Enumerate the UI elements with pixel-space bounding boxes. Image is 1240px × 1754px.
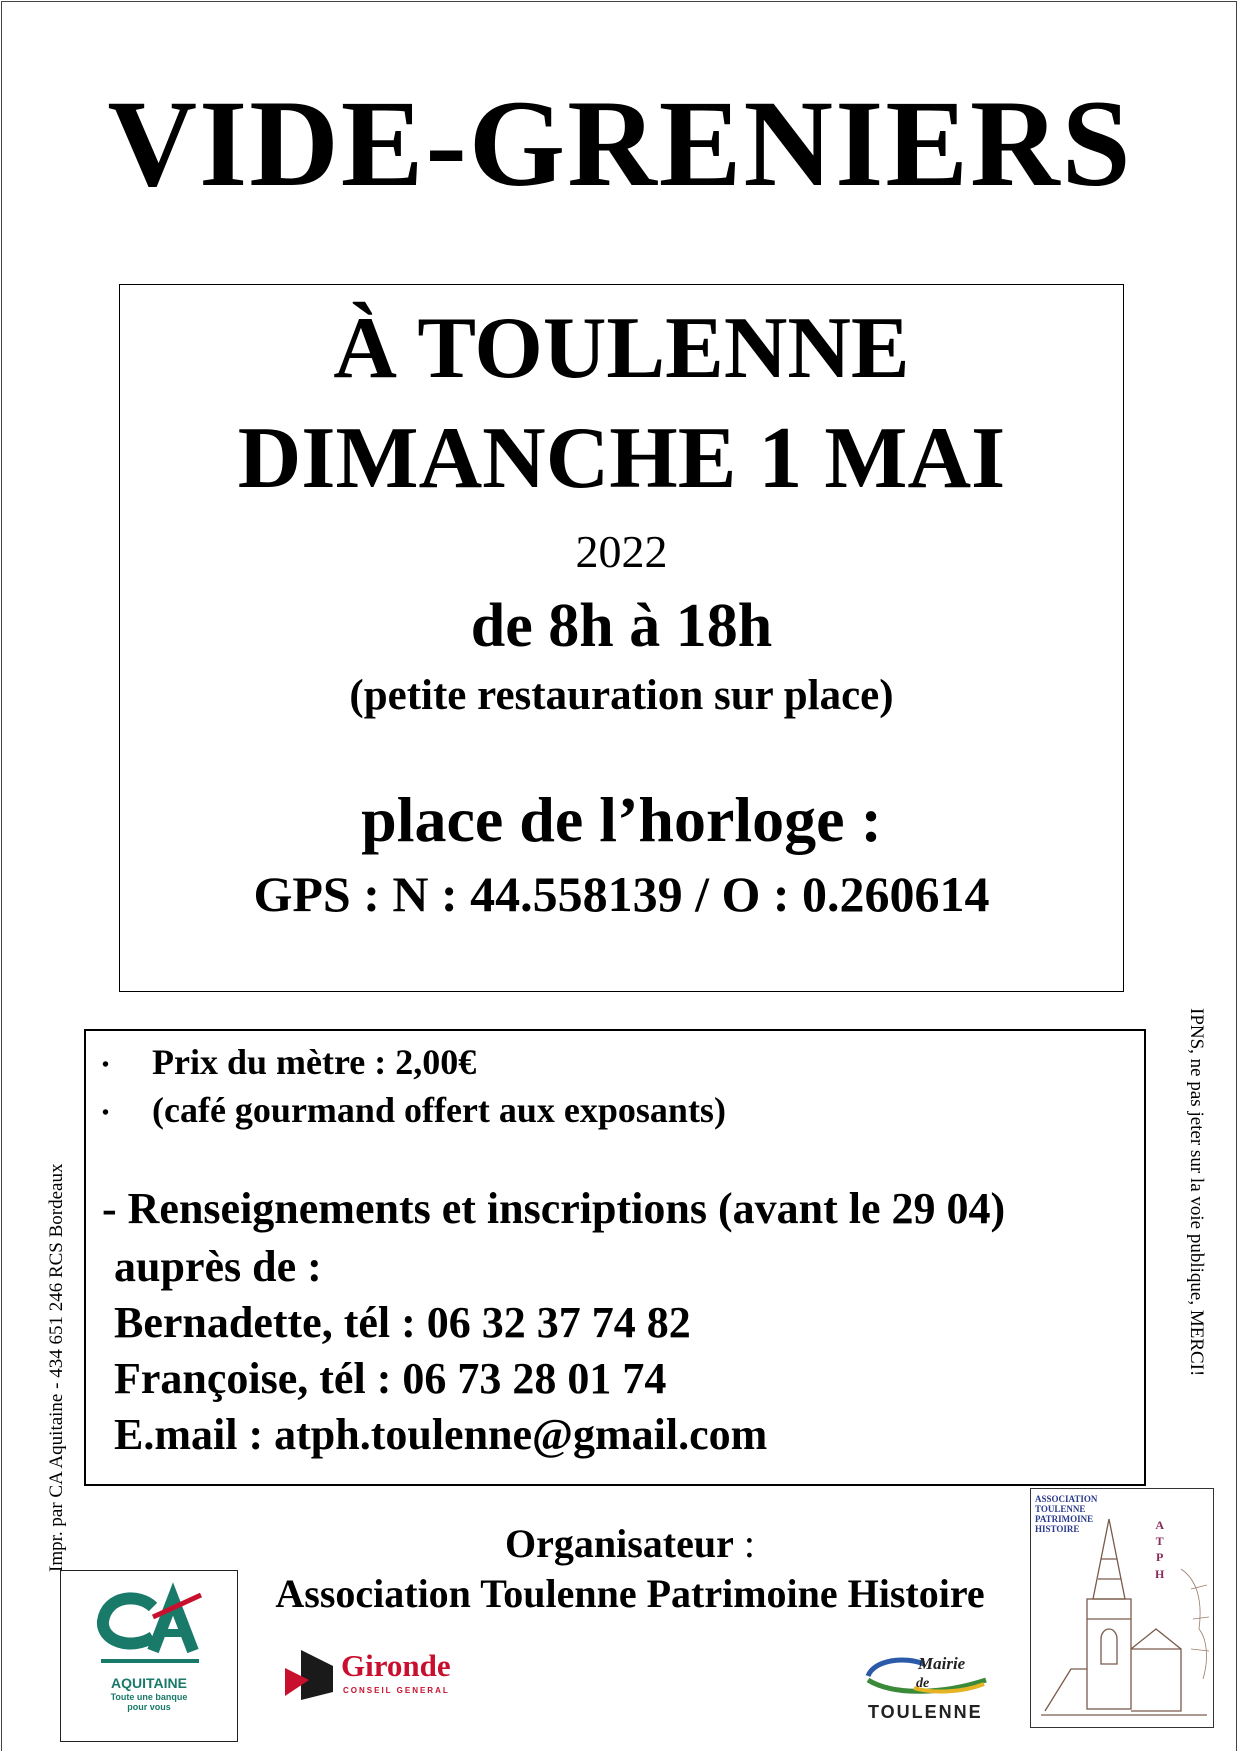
- atph-assoc-line: ASSOCIATION: [1035, 1494, 1098, 1504]
- ca-tagline-1: Toute une banque: [110, 1692, 188, 1702]
- atph-letter: P: [1156, 1550, 1164, 1565]
- contact-francoise: Françoise, tél : 06 73 28 01 74: [114, 1354, 667, 1403]
- event-location: À TOULENNE: [333, 300, 910, 397]
- gironde-logo: [283, 1646, 463, 1706]
- organizer-label: Organisateur: [505, 1521, 734, 1566]
- atph-logo: [1030, 1488, 1214, 1728]
- event-year: 2022: [575, 526, 668, 577]
- atph-assoc-line: TOULENNE: [1035, 1503, 1086, 1514]
- ca-aquitaine-logo: [60, 1570, 238, 1742]
- organizer-label-line: [250, 1520, 1010, 1567]
- gironde-subtitle: CONSEIL GENERAL: [343, 1686, 450, 1695]
- atph-letter: A: [1155, 1518, 1164, 1532]
- gps-coordinates: GPS : N : 44.558139 / O : 0.260614: [253, 866, 990, 922]
- event-details-box: [119, 284, 1124, 992]
- bullet-icon: •: [102, 1102, 110, 1125]
- atph-assoc-line: PATRIMOINE: [1035, 1513, 1094, 1524]
- ipns-notice: IPNS, ne pas jeter sur la voie publique, MERCI!: [1186, 1008, 1207, 1377]
- ca-logo-icon: [61, 1571, 239, 1675]
- organizer-name: Association Toulenne Patrimoine Histoire: [275, 1571, 985, 1616]
- organizer-colon: :: [733, 1521, 755, 1566]
- gironde-logo-icon: [283, 1646, 339, 1702]
- mairie-de: de: [916, 1676, 930, 1691]
- contact-aupres: auprès de :: [114, 1242, 322, 1291]
- bullet-item-coffee: [102, 1089, 726, 1131]
- atph-assoc-line: HISTOIRE: [1035, 1523, 1080, 1534]
- coffee-text: (café gourmand offert aux exposants): [152, 1090, 726, 1130]
- info-box: [84, 1029, 1146, 1486]
- ca-tagline-2: pour vous: [127, 1701, 171, 1712]
- event-place: place de l’horloge :: [361, 784, 882, 855]
- mairie-word: Mairie: [918, 1654, 966, 1673]
- mairie-town: TOULENNE: [868, 1702, 983, 1722]
- price-text: Prix du mètre : 2,00€: [152, 1042, 477, 1082]
- contact-email: E.mail : atph.toulenne@gmail.com: [114, 1410, 768, 1459]
- ca-logo-tagline: [61, 1693, 237, 1713]
- atph-letter: H: [1155, 1566, 1165, 1581]
- bullet-item-price: [102, 1041, 476, 1083]
- poster-title: VIDE-GRENIERS: [107, 75, 1133, 212]
- event-date: DIMANCHE 1 MAI: [237, 410, 1006, 507]
- mairie-toulenne-logo: [864, 1650, 994, 1730]
- contact-heading: - Renseignements et inscriptions (avant le 29 04): [102, 1184, 1006, 1233]
- event-hours: de 8h à 18h: [470, 592, 773, 660]
- church-sketch-icon: [1031, 1489, 1214, 1728]
- atph-letter: T: [1155, 1534, 1164, 1549]
- ca-logo-name: AQUITAINE: [111, 1675, 187, 1691]
- bullet-icon: •: [102, 1054, 110, 1077]
- printer-credit: Impr. par CA Aquitaine - 434 651 246 RCS Bordeaux: [46, 1163, 67, 1572]
- food-note: (petite restauration sur place): [349, 672, 894, 719]
- gironde-name: Gironde: [341, 1648, 451, 1683]
- contact-bernadette: Bernadette, tél : 06 32 37 74 82: [114, 1298, 691, 1347]
